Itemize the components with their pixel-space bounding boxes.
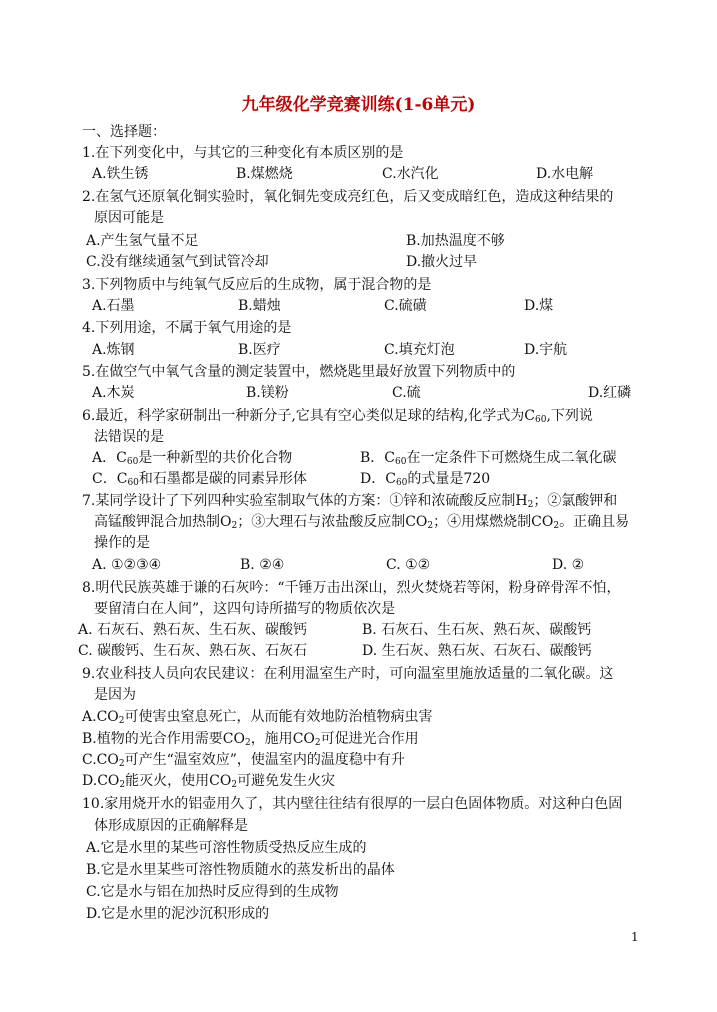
question-3-stem: 3.下列物质中与纯氧气反应后的生成物，属于混合物的是 — [82, 277, 432, 293]
option-text: 在一定条件下可燃烧生成二氧化碳 — [406, 450, 617, 466]
formula-co: CO — [209, 773, 232, 789]
page-number: 1 — [631, 930, 639, 944]
question-6-options-row1 — [82, 448, 652, 468]
question-7-stem-line3: 操作的是 — [94, 535, 150, 551]
option-text: B.植物的光合作用需要 — [82, 731, 223, 747]
question-10-option-a: A.它是水里的某些可溶性物质受热反应生成的 — [86, 840, 367, 856]
formula-co: CO — [96, 752, 119, 768]
subscript: 2 — [527, 500, 534, 510]
stem-text: ；④用煤燃烧制 — [433, 514, 532, 530]
stem-text: ,下列说 — [546, 408, 593, 424]
option-text: 可产生“温室效应”，使温室内的温度稳中有升 — [124, 752, 405, 768]
subscript: 2 — [231, 780, 238, 790]
question-1-options — [82, 164, 652, 184]
option-label: A． — [92, 450, 117, 466]
subscript: 2 — [119, 780, 126, 790]
question-9-stem-line2: 是因为 — [94, 687, 136, 703]
option-c: C. ①② — [386, 557, 431, 573]
subscript: 60 — [126, 457, 139, 467]
question-5-stem: 5.在做空气中氧气含量的测定装置中，燃烧匙里最好放置下列物质中的 — [82, 364, 516, 380]
question-8-options-row2 — [78, 641, 652, 661]
formula-co: CO — [292, 731, 315, 747]
question-6-stem-line2: 法错误的是 — [94, 429, 164, 445]
formula-co: CO — [96, 709, 119, 725]
question-2-stem-line1: 2.在氢气还原氧化铜实验时，氧化铜先变成亮红色，后又变成暗红色，造成这种结果的 — [82, 189, 614, 205]
option-d: D. ② — [552, 557, 585, 573]
option-d — [360, 469, 490, 489]
option-a: A. 石灰石、熟石灰、生石灰、碳酸钙 — [78, 622, 308, 638]
option-a: A.铁生锈 — [92, 166, 149, 182]
subscript: 2 — [118, 716, 125, 726]
subscript: 2 — [314, 738, 321, 748]
subscript: 2 — [244, 738, 251, 748]
question-5-options — [82, 383, 652, 403]
option-b: B.医疗 — [238, 342, 281, 358]
option-text: 的式量是720 — [407, 471, 491, 487]
subscript: 60 — [127, 478, 139, 488]
question-9-option-d — [82, 771, 652, 791]
question-8-options-row1 — [78, 620, 652, 640]
stem-text: ；③大理石与浓盐酸反应制 — [237, 514, 406, 530]
option-b: B.蜡烛 — [238, 298, 281, 314]
subscript: 60 — [395, 457, 407, 467]
option-text: 是一种新型的共价化合物 — [138, 450, 293, 466]
question-2-stem-line2: 原因可能是 — [94, 210, 164, 226]
option-label: C． — [92, 471, 117, 487]
option-b: B.镁粉 — [246, 385, 289, 401]
stem-text: 6.最近，科学家研制出一种新分子,它具有空心类似足球的结构,化学式为 — [82, 408, 525, 424]
question-6-options-row2 — [82, 469, 652, 489]
formula-c: C — [116, 450, 127, 466]
subscript: 2 — [118, 759, 125, 769]
subscript: 60 — [395, 478, 408, 488]
formula-h: H — [515, 493, 528, 509]
option-d: D.煤 — [524, 298, 554, 314]
question-10-stem-line1: 10.家用烧开水的铝壶用久了，其内壁往往结有很厚的一层白色固体物质。对这种白色固 — [82, 796, 623, 812]
question-9-stem-line1: 9.农业科技人员向农民建议：在利用温室生产时，可向温室里施放适量的二氧化碳。这 — [82, 666, 614, 682]
subscript: 60 — [534, 415, 547, 425]
option-c: C.没有继续通氢气到试管冷却 — [86, 254, 269, 270]
option-label: C. — [82, 752, 97, 768]
formula-c: C — [524, 408, 535, 424]
option-text: 和石墨都是碳的同素异形体 — [138, 471, 307, 487]
option-a: A.产生氢气量不足 — [86, 233, 199, 249]
option-c — [92, 469, 307, 489]
question-9-option-b — [82, 729, 652, 749]
question-9-option-a — [82, 707, 652, 727]
formula-co: CO — [222, 731, 245, 747]
option-text: 可促进光合作用 — [320, 731, 419, 747]
stem-text: ；②氯酸钾和 — [533, 493, 618, 509]
question-10-option-c: C.它是水与铝在加热时反应得到的生成物 — [86, 884, 339, 900]
option-d: D.红磷 — [588, 385, 632, 401]
option-label: A. — [82, 709, 97, 725]
formula-c: C — [384, 450, 396, 466]
question-2-options-row1 — [82, 231, 652, 251]
question-4-stem: 4.下列用途，不属于氧气用途的是 — [82, 320, 292, 336]
option-label: D． — [360, 471, 386, 487]
question-3-options — [82, 296, 652, 316]
stem-text: 高锰酸钾混合加热制 — [94, 514, 220, 530]
option-a — [92, 448, 292, 468]
formula-co: CO — [405, 514, 428, 530]
option-a: A. ①②③④ — [92, 557, 162, 573]
formula-c: C — [385, 471, 396, 487]
question-2-options-row2 — [82, 252, 652, 272]
formula-co: CO — [97, 773, 120, 789]
formula-o: O — [220, 514, 232, 530]
section-heading: 一、选择题： — [82, 124, 166, 140]
option-c: C.水汽化 — [382, 166, 439, 182]
option-b — [360, 448, 616, 468]
question-7-stem-line2 — [94, 512, 664, 532]
option-text: 能灭火，使用 — [125, 773, 210, 789]
option-c: C.硫磺 — [384, 298, 427, 314]
page-title: 九年级化学竞赛训练(1-6单元) — [241, 95, 476, 115]
option-a: A.木炭 — [92, 385, 135, 401]
option-label: D. — [82, 773, 98, 789]
question-7-stem-line1 — [82, 491, 652, 511]
question-10-option-d: D.它是水里的泥沙沉积形成的 — [86, 906, 270, 922]
subscript: 2 — [553, 521, 560, 531]
option-b: B. 石灰石、生石灰、熟石灰、碳酸钙 — [362, 622, 592, 638]
option-c: C.填充灯泡 — [384, 342, 455, 358]
option-c: C.硫 — [392, 385, 421, 401]
option-d: D.宇航 — [524, 342, 568, 358]
option-b: B.煤燃烧 — [236, 166, 293, 182]
option-b: B.加热温度不够 — [406, 233, 505, 249]
question-1-stem: 1.在下列变化中，与其它的三种变化有本质区别的是 — [82, 145, 404, 161]
option-label: B． — [360, 450, 385, 466]
option-text: 可避免发生火灾 — [237, 773, 336, 789]
option-b: B. ②④ — [240, 557, 285, 573]
option-d: D.水电解 — [536, 166, 594, 182]
formula-c: C — [116, 471, 128, 487]
question-8-stem-line1: 8.明代民族英雄于谦的石灰吟：“千锤万击出深山，烈火焚烧若等闲，粉身碎骨浑不怕， — [82, 580, 621, 596]
question-7-options — [82, 555, 652, 575]
option-d: D.撤火过早 — [406, 254, 478, 270]
option-c: C. 碳酸钙、生石灰、熟石灰、石灰石 — [78, 643, 308, 659]
option-a: A.炼钢 — [92, 342, 135, 358]
formula-co: CO — [531, 514, 554, 530]
option-a: A.石墨 — [92, 298, 135, 314]
option-text: 可使害虫窒息死亡，从而能有效地防治植物病虫害 — [124, 709, 433, 725]
question-9-option-c — [82, 750, 652, 770]
stem-text: 7.某同学设计了下列四种实验室制取气体的方案：①锌和浓硫酸反应制 — [82, 493, 516, 509]
question-10-stem-line2: 体形成原因的正确解释是 — [94, 818, 248, 834]
question-10-option-b: B.它是水里某些可溶性物质随水的蒸发析出的晶体 — [86, 862, 395, 878]
option-text: ，施用 — [250, 731, 293, 747]
subscript: 2 — [427, 521, 434, 531]
question-4-options — [82, 340, 652, 360]
subscript: 2 — [231, 521, 238, 531]
question-6-stem-line1 — [82, 406, 652, 426]
stem-text: 。正确且易 — [559, 514, 630, 530]
option-d: D. 生石灰、熟石灰、石灰石、碳酸钙 — [362, 643, 592, 659]
question-8-stem-line2: 要留清白在人间”，这四句诗所描写的物质依次是 — [94, 601, 396, 617]
